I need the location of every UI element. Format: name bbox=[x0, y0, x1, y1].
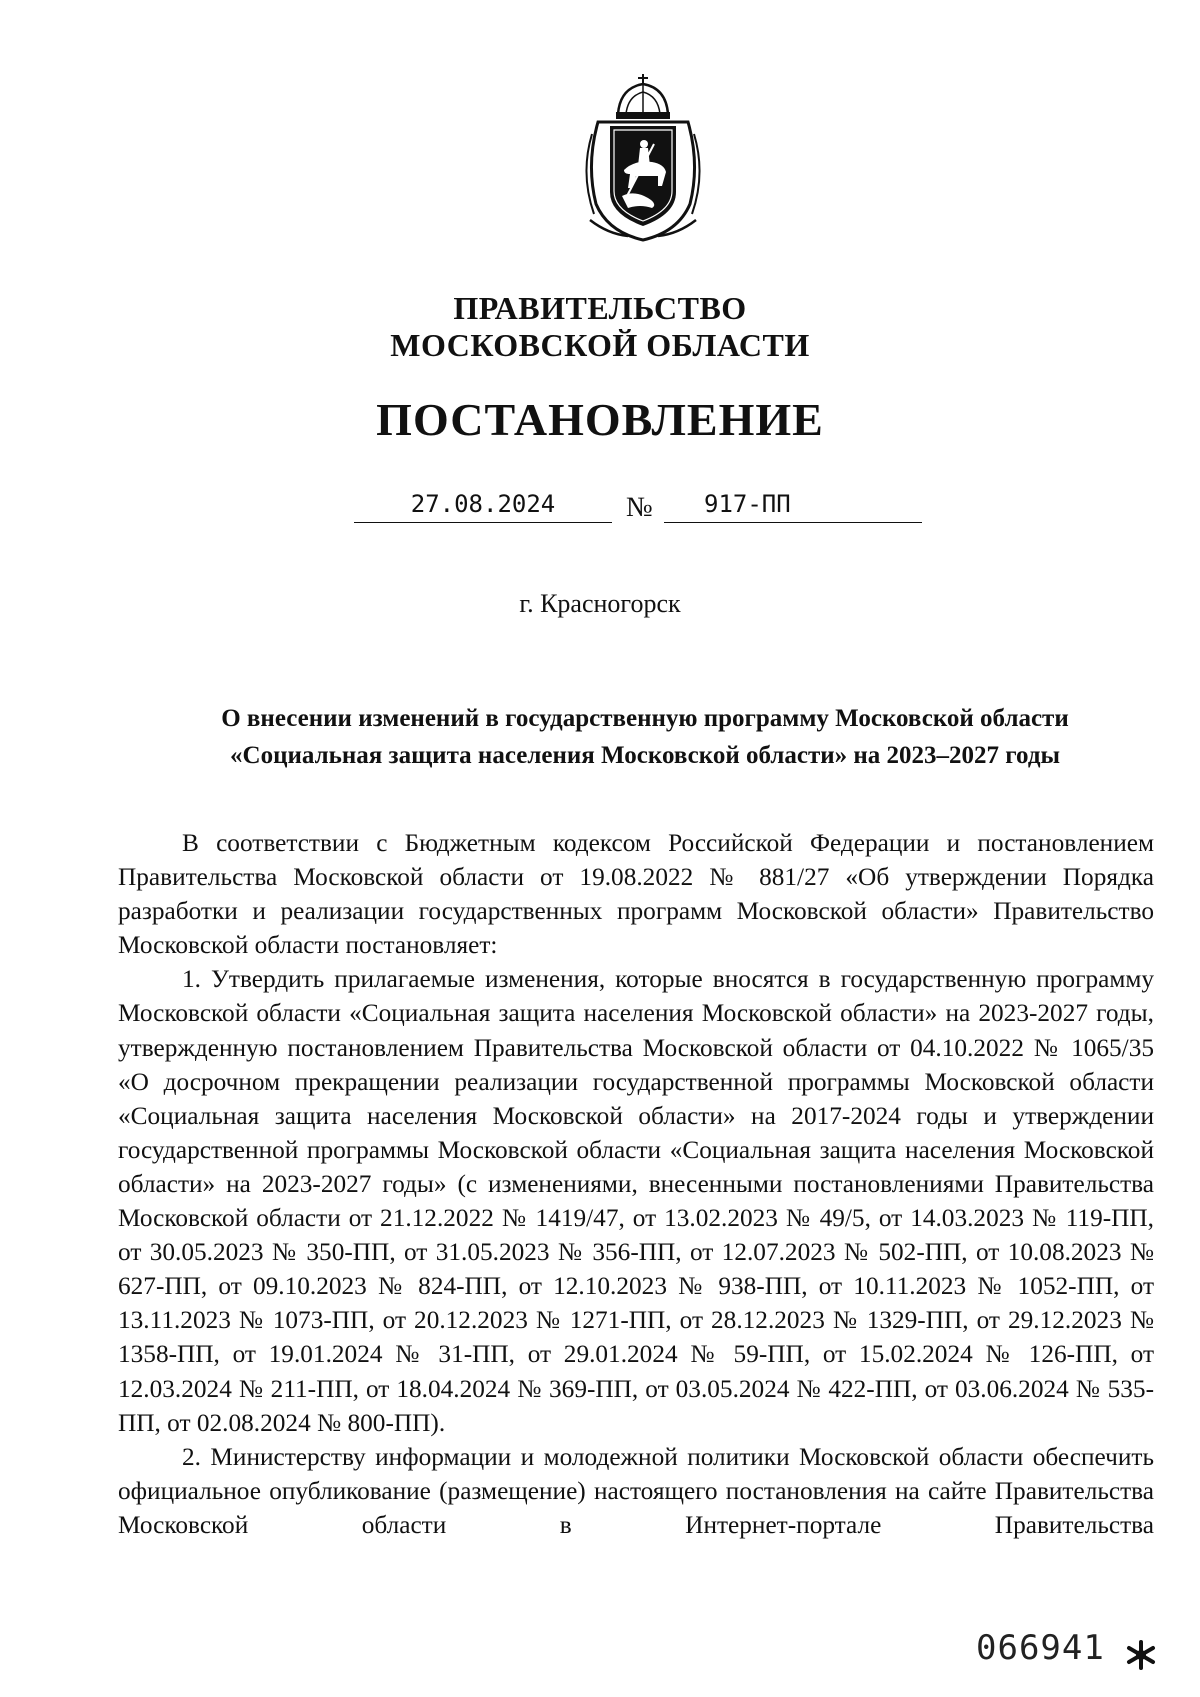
document-type-title: ПОСТАНОВЛЕНИЕ bbox=[376, 394, 824, 445]
government-name-line1: ПРАВИТЕЛЬСТВО bbox=[453, 290, 747, 326]
decree-date: 27.08.2024 bbox=[354, 486, 612, 523]
decree-number: 917-ПП bbox=[704, 490, 791, 518]
decree-body bbox=[118, 826, 1154, 1542]
government-name-line2: МОСКОВСКОЙ ОБЛАСТИ bbox=[390, 327, 810, 363]
city-of-issue: г. Красногорск bbox=[519, 589, 681, 618]
subject-line1: О внесении изменений в государственную программу Московской области bbox=[221, 705, 1069, 732]
decree-subject bbox=[130, 700, 1160, 774]
form-serial-number: 066941 bbox=[976, 1628, 1105, 1668]
coat-of-arms-icon bbox=[578, 74, 708, 242]
preamble-paragraph: В соответствии с Бюджетным кодексом Российской Федерации и постановлением Правительства Московской области от 19.08.2022 № 881/27 «Об утверждении Порядка разработки и реализации государственных программ Московской области» Правительство Московской области постановляет: bbox=[118, 829, 1154, 960]
decree-number-field bbox=[664, 486, 922, 523]
item-1-paragraph: 1. Утвердить прилагаемые изменения, которые вносятся в государственную программу Московской области «Социальная защита населения Московской области» на 2023-2027 годы, утвержденную постановлением Правительства Московской области от 04.10.2022 № 1065/35 «О досрочном прекращении реализации государственной программы Московской области «Социальная защита населения Московской области» на 2017-2024 годы и утверждении государственной программы Московской области «Социальная защита населения Московской области» на 2023-2027 годы» (с изменениями, внесенными постановлениями Правительства Московской области от 21.12.2022 № 1419/47, от 13.02.2023 № 49/5, от 14.03.2023 № 119-ПП, от 30.05.2023 № 350-ПП, от 31.05.2023 № 356-ПП, от 12.07.2023 № 502-ПП, от 10.08.2023 № 627-ПП, от 09.10.2023 № 824-ПП, от 12.10.2023 № 938-ПП, от 10.11.2023 № 1052-ПП, от 13.11.2023 № 1073-ПП, от 20.12.2023 № 1271-ПП, от 28.12.2023 № 1329-ПП, от 29.12.2023 № 1358-ПП, от 19.01.2024 № 31-ПП, от 29.01.2024 № 59-ПП, от 15.02.2024 № 126-ПП, от 12.03.2024 № 211-ПП, от 18.04.2024 № 369-ПП, от 03.05.2024 № 422-ПП, от 03.06.2024 № 535-ПП, от 02.08.2024 № 800-ПП). bbox=[118, 965, 1154, 1437]
item-2-paragraph: 2. Министерству информации и молодежной политики Московской области обеспечить официальное опубликование (размещение) настоящего постановления на сайте Правительства Московской области в Интернет-портале Правительства bbox=[118, 1442, 1154, 1539]
subject-line2: «Социальная защита населения Московской области» на 2023–2027 годы bbox=[230, 742, 1060, 769]
asterisk-mark-icon bbox=[1124, 1638, 1158, 1672]
number-sign: № bbox=[626, 492, 653, 523]
